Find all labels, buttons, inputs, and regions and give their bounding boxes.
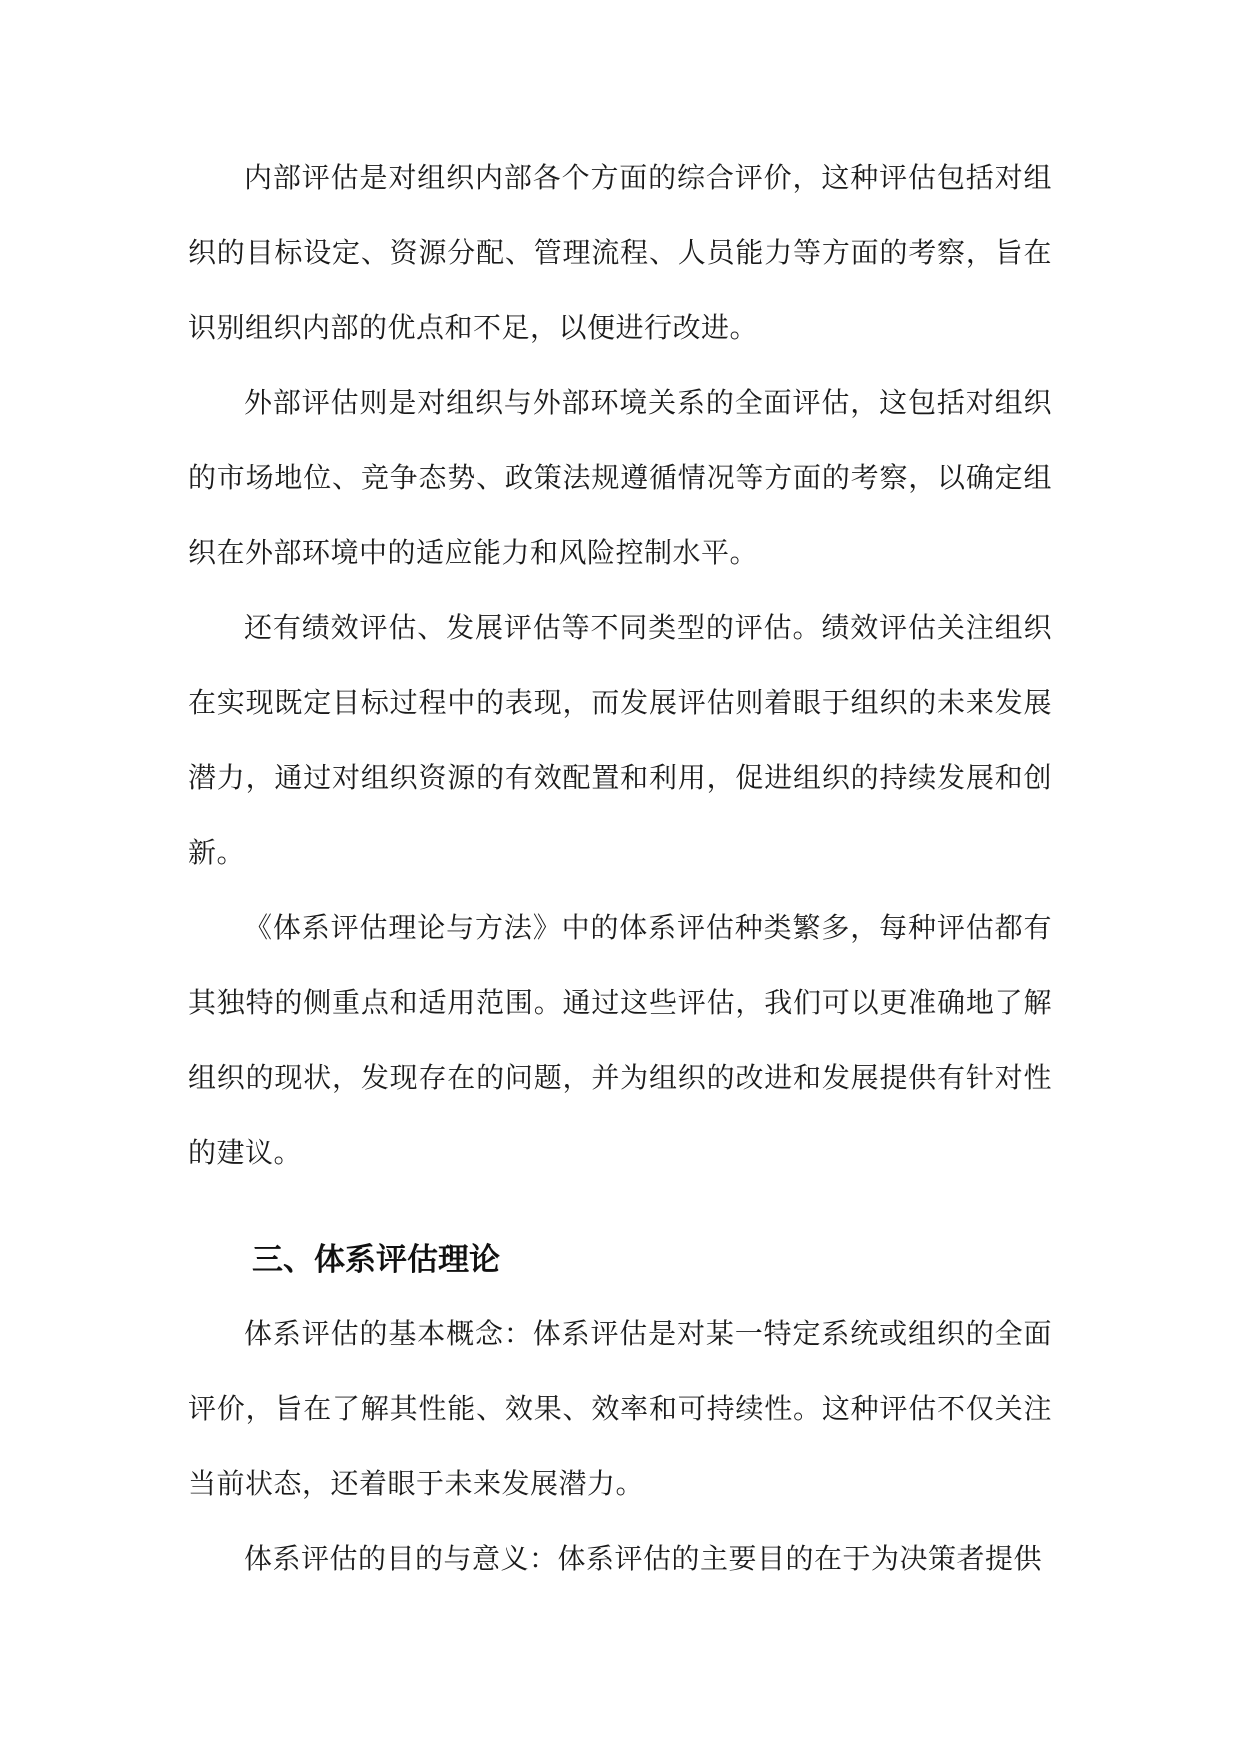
- paragraph-internal-assessment: 内部评估是对组织内部各个方面的综合评价，这种评估包括对组织的目标设定、资源分配、管理流程、人员能力等方面的考察，旨在识别组织内部的优点和不足，以便进行改进。: [188, 161, 1052, 344]
- paragraph-purpose-significance: 体系评估的目的与意义：体系评估的主要目的在于为决策者提供: [244, 1542, 1043, 1575]
- paragraph-external-assessment: 外部评估则是对组织与外部环境关系的全面评估，这包括对组织的市场地位、竞争态势、政策法规遵循情况等方面的考察，以确定组织在外部环境中的适应能力和风险控制水平。: [188, 386, 1052, 569]
- document-body: [188, 140, 1052, 1596]
- section-heading: 三、体系评估理论: [252, 1242, 500, 1278]
- paragraph-performance-assessment: 还有绩效评估、发展评估等不同类型的评估。绩效评估关注组织在实现既定目标过程中的表现，而发展评估则着眼于组织的未来发展潜力，通过对组织资源的有效配置和利用，促进组织的持续发展和创新。: [188, 611, 1052, 869]
- paragraph-basic-concept: 体系评估的基本概念：体系评估是对某一特定系统或组织的全面评价，旨在了解其性能、效果、效率和可持续性。这种评估不仅关注当前状态，还着眼于未来发展潜力。: [188, 1317, 1052, 1500]
- paragraph-assessment-summary: 《体系评估理论与方法》中的体系评估种类繁多，每种评估都有其独特的侧重点和适用范围。通过这些评估，我们可以更准确地了解组织的现状，发现存在的问题，并为组织的改进和发展提供有针对性的建议。: [188, 911, 1052, 1169]
